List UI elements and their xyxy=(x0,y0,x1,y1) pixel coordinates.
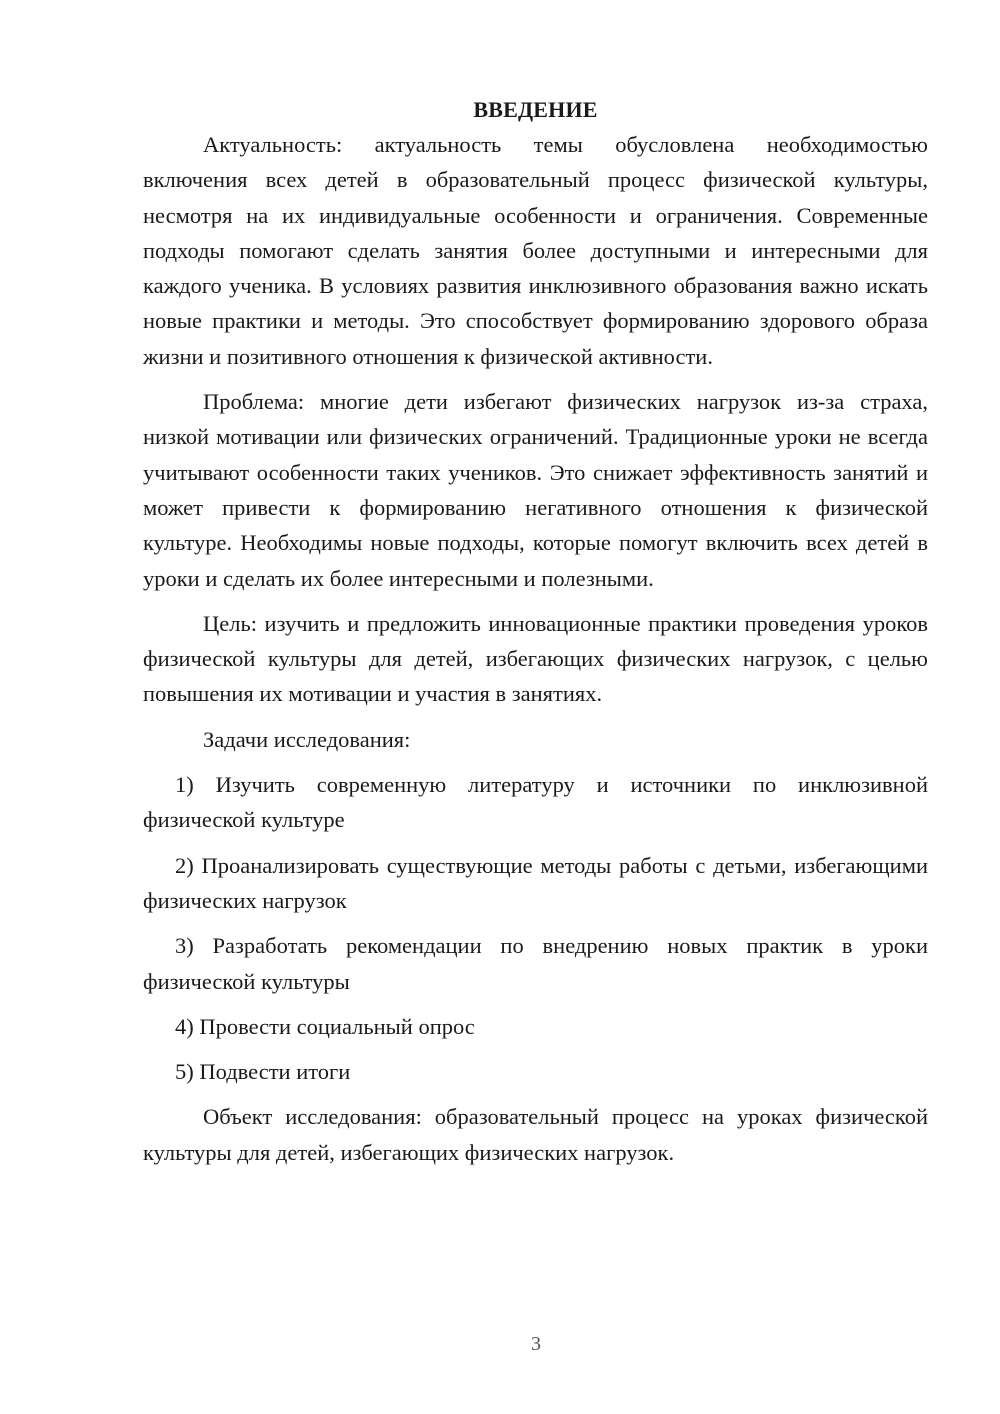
task-item-1: 1) Изучить современную литературу и источники по инклюзивной физической культуре xyxy=(143,772,928,833)
document-page xyxy=(143,92,928,1180)
task-item-5: 5) Подвести итоги xyxy=(175,1059,351,1085)
tasks-heading: Задачи исследования: xyxy=(203,726,411,752)
page-title: ВВЕДЕНИЕ xyxy=(473,97,598,122)
object-paragraph: Объект исследования: образовательный процесс на уроках физической культуры для детей, избегающих физических нагрузок. xyxy=(143,1104,928,1165)
task-item-2: 2) Проанализировать существующие методы работы с детьми, избегающими физических нагрузок xyxy=(143,852,928,913)
task-item-3: 3) Разработать рекомендации по внедрению новых практик в уроки физической культуры xyxy=(143,933,928,994)
page-number: 3 xyxy=(531,1333,541,1355)
relevance-paragraph: Актуальность: актуальность темы обусловлена необходимостью включения всех детей в образовательный процесс физической культуры, несмотря на их индивидуальные особенности и ограничения. Современные подходы помогают сделать занятия более доступными и интересными для каждого ученика. В условиях развития инклюзивного образования важно искать новые практики и методы. Это способствует формированию здорового образа жизни и позитивного отношения к физической активности. xyxy=(143,132,928,369)
problem-paragraph: Проблема: многие дети избегают физических нагрузок из-за страха, низкой мотивации или физических ограничений. Традиционные уроки не всегда учитывают особенности таких учеников. Это снижает эффективность занятий и может привести к формированию негативного отношения к физической культуре. Необходимы новые подходы, которые помогут включить всех детей в уроки и сделать их более интересными и полезными. xyxy=(143,389,928,591)
task-item-4: 4) Провести социальный опрос xyxy=(175,1013,475,1039)
goal-paragraph: Цель: изучить и предложить инновационные практики проведения уроков физической культуры для детей, избегающих физических нагрузок, с целью повышения их мотивации и участия в занятиях. xyxy=(143,610,928,707)
